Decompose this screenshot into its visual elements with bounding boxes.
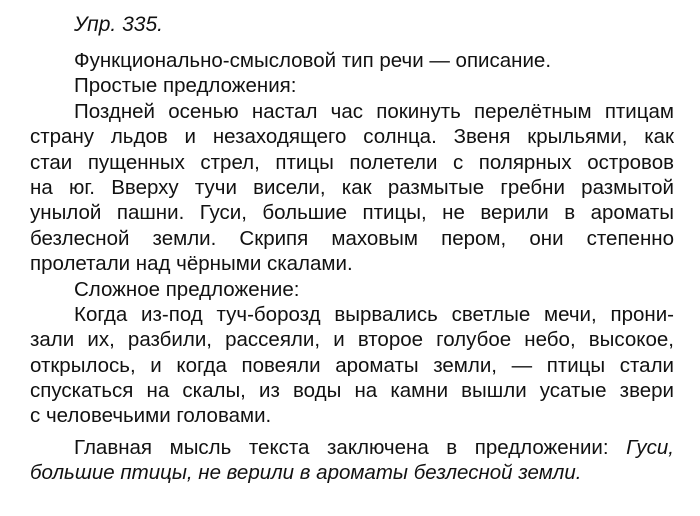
complex-line-3: открылось, и когда повеяли ароматы земли, — птицы стали	[30, 353, 674, 377]
simple-line-6: безлесной земли. Скрипя маховым пером, они степенно	[30, 226, 674, 250]
main-idea-prefix: Главная мысль текста заключена в предложении:	[74, 435, 609, 459]
simple-line-7: пролетали над чёрными скалами.	[30, 252, 353, 276]
complex-line-1: Когда из-под туч-борозд вырвались светлые мечи, прони-	[74, 302, 674, 326]
simple-line-4: на юг. Вверху тучи висели, как размытые гребни размытой	[30, 175, 674, 199]
simple-line-3: стаи пущенных стрел, птицы полетели с полярных островов	[30, 150, 674, 174]
simple-sentences-heading: Простые предложения:	[74, 74, 297, 98]
complex-sentence-heading: Сложное предложение:	[74, 277, 300, 301]
main-idea-line-2: большие птицы, не верили в ароматы безлесной земли.	[30, 461, 582, 485]
exercise-page	[30, 12, 674, 486]
complex-line-5: с человечьими головами.	[30, 404, 272, 428]
complex-line-4: спускаться на скалы, из воды на камни вышли усатые звери	[30, 379, 674, 403]
simple-line-1: Поздней осенью настал час покинуть перелётным птицам	[74, 99, 674, 123]
simple-line-2: страну льдов и незаходящего солнца. Звеня крыльями, как	[30, 125, 674, 149]
text-type-line: Функционально-смысловой тип речи — описание.	[74, 49, 552, 72]
main-idea-line-1	[74, 435, 674, 460]
exercise-heading: Упр. 335.	[74, 13, 163, 36]
complex-line-2: зали их, разбили, рассеяли, и второе голубое небо, высокое,	[30, 328, 674, 352]
simple-line-5: унылой пашни. Гуси, большие птицы, не верили в ароматы	[30, 201, 674, 225]
main-idea-quote-start: Гуси,	[626, 435, 674, 459]
